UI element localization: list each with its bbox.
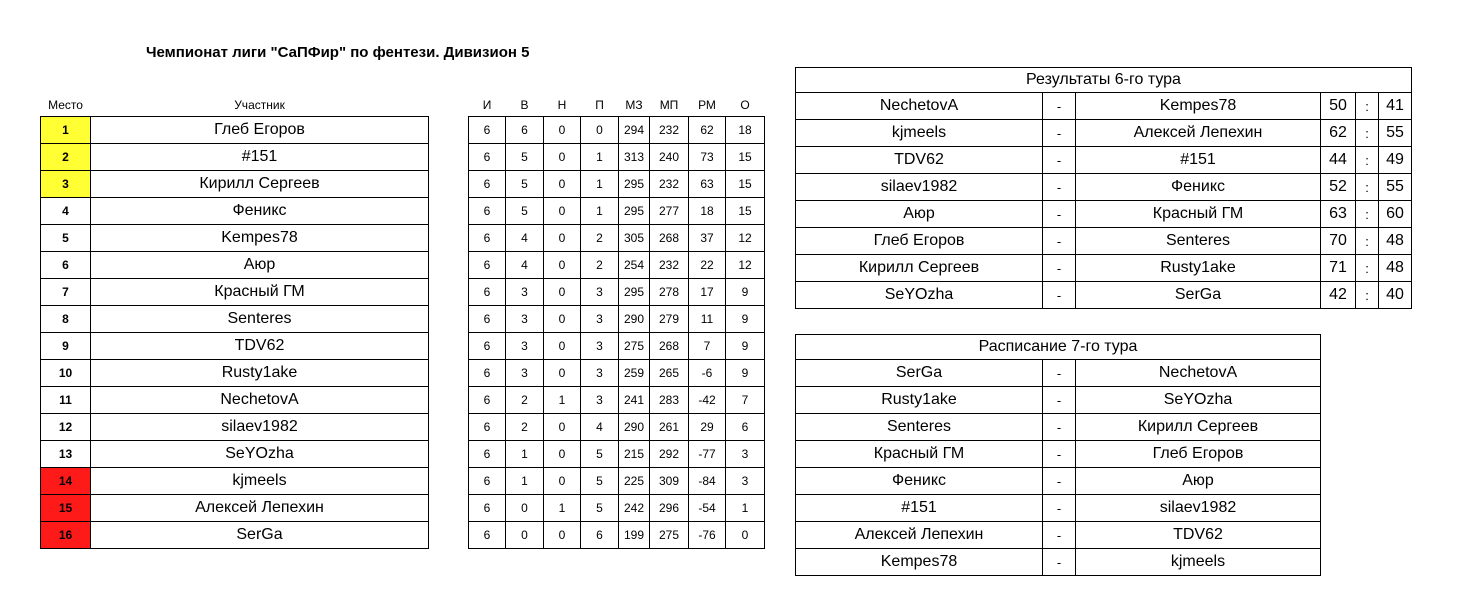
wins-cell: 4 — [506, 225, 544, 252]
gap-cell — [429, 495, 469, 522]
points-against-cell: 309 — [650, 468, 689, 495]
away-score: 60 — [1379, 201, 1412, 228]
participant-cell: Красный ГМ — [91, 279, 429, 306]
place-cell: 5 — [41, 225, 91, 252]
score-cell: 15 — [726, 171, 765, 198]
losses-cell: 0 — [581, 117, 619, 144]
draws-cell: 0 — [544, 441, 581, 468]
home-score: 70 — [1321, 228, 1356, 255]
result-row — [796, 174, 1412, 201]
dash: - — [1043, 360, 1076, 387]
away-team: #151 — [1076, 147, 1321, 174]
draws-cell: 0 — [544, 333, 581, 360]
schedule-row — [796, 441, 1321, 468]
games-cell: 6 — [469, 468, 506, 495]
results-caption: Результаты 6-го тура — [796, 68, 1412, 93]
gap-cell — [429, 306, 469, 333]
losses-cell: 3 — [581, 360, 619, 387]
header-points-diff: РМ — [698, 98, 716, 112]
points-against-cell: 268 — [650, 225, 689, 252]
home-team: SeYOzha — [796, 282, 1043, 309]
header-score: О — [740, 98, 750, 112]
games-cell: 6 — [469, 225, 506, 252]
table-row — [41, 171, 765, 198]
standings-header-row — [41, 94, 765, 117]
header-gap — [429, 94, 469, 117]
dash: - — [1043, 441, 1076, 468]
games-cell: 6 — [469, 171, 506, 198]
losses-cell: 5 — [581, 441, 619, 468]
points-diff-cell: 29 — [689, 414, 726, 441]
points-for-cell: 313 — [619, 144, 650, 171]
score-cell: 12 — [726, 225, 765, 252]
table-row — [41, 144, 765, 171]
points-for-cell: 290 — [619, 306, 650, 333]
score-cell: 9 — [726, 333, 765, 360]
score-separator: : — [1356, 174, 1379, 201]
round-7-schedule-table — [795, 334, 1321, 576]
participant-cell: Аюр — [91, 252, 429, 279]
table-row — [41, 387, 765, 414]
home-team: Senteres — [796, 414, 1043, 441]
points-for-cell: 225 — [619, 468, 650, 495]
place-cell: 1 — [41, 117, 91, 144]
schedule-row — [796, 468, 1321, 495]
home-team: Феникс — [796, 468, 1043, 495]
wins-cell: 5 — [506, 144, 544, 171]
result-row — [796, 201, 1412, 228]
wins-cell: 5 — [506, 171, 544, 198]
away-team: Красный ГМ — [1076, 201, 1321, 228]
games-cell: 6 — [469, 387, 506, 414]
score-cell: 6 — [726, 414, 765, 441]
away-team: kjmeels — [1076, 549, 1321, 576]
result-row — [796, 147, 1412, 174]
table-row — [41, 360, 765, 387]
result-row — [796, 255, 1412, 282]
page-title: Чемпионат лиги "СаПФир" по фентези. Дивизион 5 — [146, 44, 530, 61]
points-diff-cell: -84 — [689, 468, 726, 495]
wins-cell: 0 — [506, 522, 544, 549]
place-cell: 13 — [41, 441, 91, 468]
points-diff-cell: 11 — [689, 306, 726, 333]
gap-cell — [429, 360, 469, 387]
points-diff-cell: -42 — [689, 387, 726, 414]
games-cell: 6 — [469, 360, 506, 387]
header-wins: В — [520, 98, 529, 112]
gap-cell — [429, 522, 469, 549]
gap-cell — [429, 333, 469, 360]
place-cell: 4 — [41, 198, 91, 225]
score-cell: 15 — [726, 198, 765, 225]
points-against-cell: 277 — [650, 198, 689, 225]
round-6-results-table — [795, 67, 1412, 309]
place-cell: 10 — [41, 360, 91, 387]
draws-cell: 0 — [544, 225, 581, 252]
gap-cell — [429, 171, 469, 198]
losses-cell: 3 — [581, 333, 619, 360]
losses-cell: 3 — [581, 279, 619, 306]
table-row — [41, 441, 765, 468]
points-for-cell: 199 — [619, 522, 650, 549]
points-for-cell: 242 — [619, 495, 650, 522]
wins-cell: 3 — [506, 306, 544, 333]
table-row — [41, 279, 765, 306]
header-games: И — [482, 98, 492, 112]
draws-cell: 0 — [544, 468, 581, 495]
draws-cell: 0 — [544, 117, 581, 144]
points-for-cell: 295 — [619, 171, 650, 198]
games-cell: 6 — [469, 198, 506, 225]
games-cell: 6 — [469, 279, 506, 306]
wins-cell: 4 — [506, 252, 544, 279]
losses-cell: 4 — [581, 414, 619, 441]
score-separator: : — [1356, 147, 1379, 174]
place-cell: 2 — [41, 144, 91, 171]
header-place: Место — [48, 98, 83, 112]
away-team: TDV62 — [1076, 522, 1321, 549]
away-team: Rusty1ake — [1076, 255, 1321, 282]
games-cell: 6 — [469, 252, 506, 279]
participant-cell: kjmeels — [91, 468, 429, 495]
points-for-cell: 294 — [619, 117, 650, 144]
points-for-cell: 259 — [619, 360, 650, 387]
place-cell: 6 — [41, 252, 91, 279]
points-diff-cell: 63 — [689, 171, 726, 198]
away-team: NechetovA — [1076, 360, 1321, 387]
away-team: SerGa — [1076, 282, 1321, 309]
dash: - — [1043, 120, 1076, 147]
losses-cell: 6 — [581, 522, 619, 549]
dash: - — [1043, 468, 1076, 495]
wins-cell: 2 — [506, 414, 544, 441]
away-team: Senteres — [1076, 228, 1321, 255]
home-team: Глеб Егоров — [796, 228, 1043, 255]
dash: - — [1043, 201, 1076, 228]
header-losses: П — [595, 98, 604, 112]
points-diff-cell: -76 — [689, 522, 726, 549]
points-against-cell: 232 — [650, 252, 689, 279]
place-cell: 15 — [41, 495, 91, 522]
points-against-cell: 232 — [650, 171, 689, 198]
draws-cell: 1 — [544, 387, 581, 414]
home-score: 62 — [1321, 120, 1356, 147]
away-team: Глеб Егоров — [1076, 441, 1321, 468]
schedule-row — [796, 360, 1321, 387]
away-score: 40 — [1379, 282, 1412, 309]
draws-cell: 0 — [544, 144, 581, 171]
away-team: Кирилл Сергеев — [1076, 414, 1321, 441]
gap-cell — [429, 144, 469, 171]
games-cell: 6 — [469, 441, 506, 468]
points-diff-cell: -54 — [689, 495, 726, 522]
score-separator: : — [1356, 255, 1379, 282]
place-cell: 7 — [41, 279, 91, 306]
score-cell: 9 — [726, 360, 765, 387]
participant-cell: TDV62 — [91, 333, 429, 360]
score-cell: 1 — [726, 495, 765, 522]
games-cell: 6 — [469, 522, 506, 549]
points-against-cell: 296 — [650, 495, 689, 522]
home-team: kjmeels — [796, 120, 1043, 147]
participant-cell: SerGa — [91, 522, 429, 549]
points-diff-cell: 73 — [689, 144, 726, 171]
draws-cell: 0 — [544, 360, 581, 387]
table-row — [41, 252, 765, 279]
points-against-cell: 268 — [650, 333, 689, 360]
games-cell: 6 — [469, 495, 506, 522]
losses-cell: 2 — [581, 225, 619, 252]
away-score: 48 — [1379, 228, 1412, 255]
wins-cell: 0 — [506, 495, 544, 522]
points-diff-cell: 22 — [689, 252, 726, 279]
participant-cell: Кирилл Сергеев — [91, 171, 429, 198]
points-for-cell: 295 — [619, 198, 650, 225]
away-score: 48 — [1379, 255, 1412, 282]
result-row — [796, 120, 1412, 147]
games-cell: 6 — [469, 306, 506, 333]
header-draws: Н — [557, 98, 567, 112]
place-cell: 9 — [41, 333, 91, 360]
home-team: silaev1982 — [796, 174, 1043, 201]
participant-cell: Глеб Егоров — [91, 117, 429, 144]
away-team: Kempes78 — [1076, 93, 1321, 120]
table-row — [41, 225, 765, 252]
home-team: NechetovA — [796, 93, 1043, 120]
draws-cell: 0 — [544, 306, 581, 333]
place-cell: 8 — [41, 306, 91, 333]
score-separator: : — [1356, 120, 1379, 147]
dash: - — [1043, 387, 1076, 414]
wins-cell: 3 — [506, 333, 544, 360]
away-team: Алексей Лепехин — [1076, 120, 1321, 147]
table-row — [41, 468, 765, 495]
score-separator: : — [1356, 201, 1379, 228]
home-score: 52 — [1321, 174, 1356, 201]
table-row — [41, 522, 765, 549]
points-diff-cell: 62 — [689, 117, 726, 144]
points-for-cell: 275 — [619, 333, 650, 360]
points-against-cell: 261 — [650, 414, 689, 441]
schedule-caption: Расписание 7-го тура — [796, 335, 1321, 360]
points-for-cell: 305 — [619, 225, 650, 252]
games-cell: 6 — [469, 144, 506, 171]
table-row — [41, 495, 765, 522]
losses-cell: 5 — [581, 468, 619, 495]
away-score: 41 — [1379, 93, 1412, 120]
wins-cell: 5 — [506, 198, 544, 225]
away-team: Аюр — [1076, 468, 1321, 495]
points-for-cell: 254 — [619, 252, 650, 279]
dash: - — [1043, 495, 1076, 522]
participant-cell: SeYOzha — [91, 441, 429, 468]
table-row — [41, 306, 765, 333]
score-cell: 9 — [726, 306, 765, 333]
dash: - — [1043, 282, 1076, 309]
points-against-cell: 232 — [650, 117, 689, 144]
home-team: Красный ГМ — [796, 441, 1043, 468]
gap-cell — [429, 198, 469, 225]
score-cell: 7 — [726, 387, 765, 414]
wins-cell: 6 — [506, 117, 544, 144]
table-row — [41, 414, 765, 441]
dash: - — [1043, 228, 1076, 255]
points-against-cell: 278 — [650, 279, 689, 306]
standings-table — [40, 94, 765, 549]
place-cell: 16 — [41, 522, 91, 549]
home-team: Кирилл Сергеев — [796, 255, 1043, 282]
points-against-cell: 275 — [650, 522, 689, 549]
draws-cell: 0 — [544, 171, 581, 198]
away-team: silaev1982 — [1076, 495, 1321, 522]
losses-cell: 3 — [581, 306, 619, 333]
dash: - — [1043, 522, 1076, 549]
away-score: 55 — [1379, 174, 1412, 201]
place-cell: 3 — [41, 171, 91, 198]
home-score: 44 — [1321, 147, 1356, 174]
away-score: 49 — [1379, 147, 1412, 174]
home-team: Kempes78 — [796, 549, 1043, 576]
points-diff-cell: 17 — [689, 279, 726, 306]
losses-cell: 1 — [581, 198, 619, 225]
points-for-cell: 295 — [619, 279, 650, 306]
wins-cell: 1 — [506, 468, 544, 495]
score-cell: 15 — [726, 144, 765, 171]
losses-cell: 1 — [581, 171, 619, 198]
gap-cell — [429, 414, 469, 441]
points-diff-cell: 7 — [689, 333, 726, 360]
home-team: Аюр — [796, 201, 1043, 228]
losses-cell: 2 — [581, 252, 619, 279]
games-cell: 6 — [469, 333, 506, 360]
draws-cell: 0 — [544, 252, 581, 279]
schedule-row — [796, 522, 1321, 549]
header-points-for: МЗ — [625, 98, 643, 112]
wins-cell: 3 — [506, 360, 544, 387]
table-row — [41, 333, 765, 360]
score-cell: 3 — [726, 441, 765, 468]
header-points-against: МП — [659, 98, 679, 112]
draws-cell: 0 — [544, 198, 581, 225]
losses-cell: 5 — [581, 495, 619, 522]
gap-cell — [429, 279, 469, 306]
score-separator: : — [1356, 228, 1379, 255]
points-diff-cell: -6 — [689, 360, 726, 387]
table-row — [41, 198, 765, 225]
header-participant: Участник — [234, 98, 285, 112]
score-cell: 3 — [726, 468, 765, 495]
wins-cell: 2 — [506, 387, 544, 414]
draws-cell: 0 — [544, 522, 581, 549]
result-row — [796, 282, 1412, 309]
points-diff-cell: -77 — [689, 441, 726, 468]
home-score: 42 — [1321, 282, 1356, 309]
points-for-cell: 241 — [619, 387, 650, 414]
home-team: #151 — [796, 495, 1043, 522]
home-team: Rusty1ake — [796, 387, 1043, 414]
dash: - — [1043, 549, 1076, 576]
losses-cell: 3 — [581, 387, 619, 414]
points-diff-cell: 18 — [689, 198, 726, 225]
points-against-cell: 279 — [650, 306, 689, 333]
participant-cell: Senteres — [91, 306, 429, 333]
table-row — [41, 117, 765, 144]
schedule-row — [796, 495, 1321, 522]
result-row — [796, 228, 1412, 255]
dash: - — [1043, 255, 1076, 282]
away-team: Феникс — [1076, 174, 1321, 201]
participant-cell: Алексей Лепехин — [91, 495, 429, 522]
participant-cell: Kempes78 — [91, 225, 429, 252]
participant-cell: NechetovA — [91, 387, 429, 414]
wins-cell: 1 — [506, 441, 544, 468]
dash: - — [1043, 147, 1076, 174]
score-cell: 0 — [726, 522, 765, 549]
participant-cell: silaev1982 — [91, 414, 429, 441]
points-for-cell: 290 — [619, 414, 650, 441]
home-score: 50 — [1321, 93, 1356, 120]
participant-cell: #151 — [91, 144, 429, 171]
away-score: 55 — [1379, 120, 1412, 147]
dash: - — [1043, 174, 1076, 201]
games-cell: 6 — [469, 117, 506, 144]
gap-cell — [429, 468, 469, 495]
draws-cell: 1 — [544, 495, 581, 522]
points-for-cell: 215 — [619, 441, 650, 468]
schedule-row — [796, 549, 1321, 576]
home-score: 63 — [1321, 201, 1356, 228]
games-cell: 6 — [469, 414, 506, 441]
gap-cell — [429, 387, 469, 414]
result-row — [796, 93, 1412, 120]
home-team: SerGa — [796, 360, 1043, 387]
points-against-cell: 292 — [650, 441, 689, 468]
points-against-cell: 265 — [650, 360, 689, 387]
losses-cell: 1 — [581, 144, 619, 171]
points-diff-cell: 37 — [689, 225, 726, 252]
gap-cell — [429, 441, 469, 468]
gap-cell — [429, 225, 469, 252]
dash: - — [1043, 414, 1076, 441]
score-separator: : — [1356, 282, 1379, 309]
place-cell: 11 — [41, 387, 91, 414]
points-against-cell: 283 — [650, 387, 689, 414]
score-separator: : — [1356, 93, 1379, 120]
place-cell: 12 — [41, 414, 91, 441]
gap-cell — [429, 252, 469, 279]
away-team: SeYOzha — [1076, 387, 1321, 414]
gap-cell — [429, 117, 469, 144]
score-cell: 9 — [726, 279, 765, 306]
draws-cell: 0 — [544, 414, 581, 441]
score-cell: 12 — [726, 252, 765, 279]
participant-cell: Феникс — [91, 198, 429, 225]
place-cell: 14 — [41, 468, 91, 495]
dash: - — [1043, 93, 1076, 120]
participant-cell: Rusty1ake — [91, 360, 429, 387]
home-team: TDV62 — [796, 147, 1043, 174]
schedule-row — [796, 387, 1321, 414]
score-cell: 18 — [726, 117, 765, 144]
home-team: Алексей Лепехин — [796, 522, 1043, 549]
wins-cell: 3 — [506, 279, 544, 306]
points-against-cell: 240 — [650, 144, 689, 171]
home-score: 71 — [1321, 255, 1356, 282]
schedule-row — [796, 414, 1321, 441]
draws-cell: 0 — [544, 279, 581, 306]
